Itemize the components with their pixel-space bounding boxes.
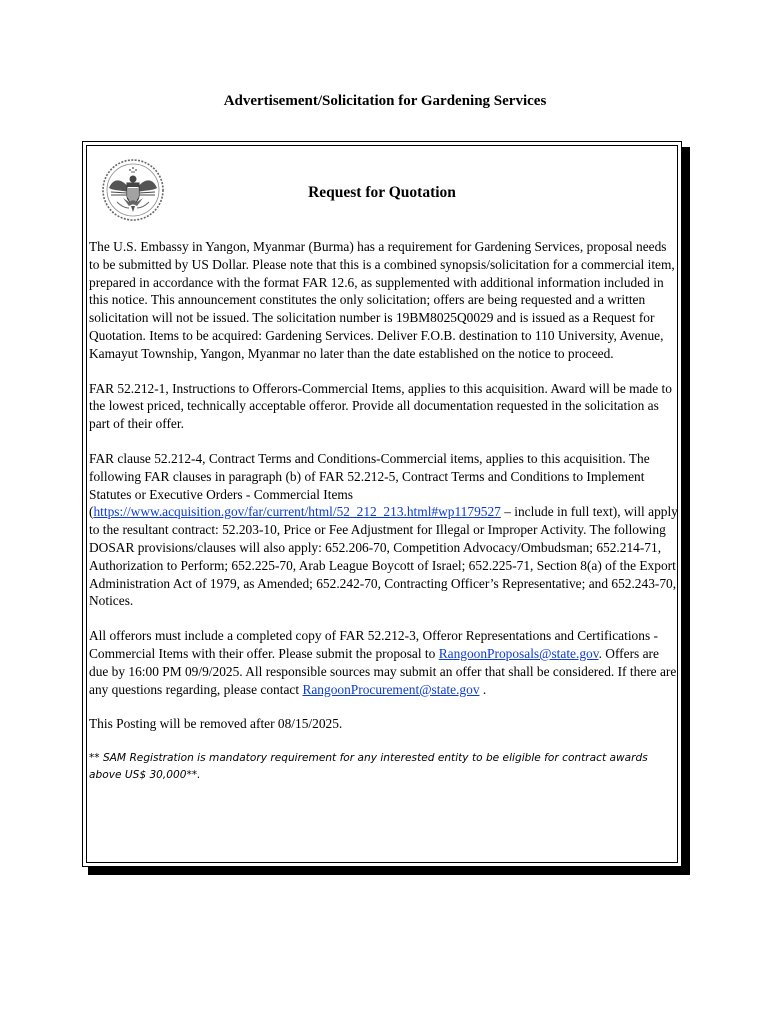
- paragraph-instructions: FAR 52.212-1, Instructions to Offerors-Commercial Items, applies to this acquisition. Award will be made to the lowest priced, technically acceptable offeror. Provide all documentation requested in the solicitation as part of their offer.: [89, 380, 672, 432]
- clauses-text-end: – include in full text), will apply to the resultant contract: 52.203-10, Price or Fee Adjustment for Illegal or Improper Activity. The following DOSAR provisions/clauses will also apply: 652.206-70, Competition Advocacy/Ombudsman; 652.214-71, Authorization to Perform; 652.225-70, Arab League Boycott of Israel; 652.225-71, Section 8(a) of the Export Administration Act of 1979, as Amended; 652.242-70, Contracting Officer’s Representative; and 652.243-70, Notices.: [89, 504, 678, 609]
- paragraph-submission: [89, 627, 679, 698]
- proposals-email-link[interactable]: RangoonProposals@state.gov: [438, 645, 599, 661]
- notice-frame: [82, 141, 682, 867]
- paragraph-requirement: The U.S. Embassy in Yangon, Myanmar (Burma) has a requirement for Gardening Services, proposal needs to be submitted by US Dollar. Please note that this is a combined synopsis/solicitation for a commercial item, prepared in accordance with the format FAR 12.6, as supplemented with additional information included in this notice. This announcement constitutes the only solicitation; offers are being requested and a written solicitation will not be issued. The solicitation number is 19BM8025Q0029 and is issued as a Request for Quotation. Items to be acquired: Gardening Services. Deliver F.O.B. destination to 110 University, Avenue, Kamayut Township, Yangon, Myanmar no later than the date established on the notice to proceed.: [89, 239, 675, 361]
- clauses-text-start: FAR clause 52.212-4, Contract Terms and Conditions-Commercial items, applies to this acquisition. The following FAR clauses in paragraph (b) of FAR 52.212-5, Contract Terms and Conditions to Implement Statutes or Executive Orders - Commercial Items (: [89, 450, 650, 520]
- submission-text-start: All offerors must include a completed copy of FAR 52.212-3, Offeror Representations and Certifications - Commercial Items with their offer. Please submit the proposal to: [89, 628, 658, 661]
- document-title: Advertisement/Solicitation for Gardening Services: [223, 93, 547, 109]
- paragraph-removal-date: This Posting will be removed after 08/15/2025.: [89, 716, 343, 732]
- notice-body: [89, 238, 679, 801]
- far-link[interactable]: https://www.acquisition.gov/far/current/html/52_212_213.html#wp1179527: [93, 504, 501, 520]
- notice-frame-inner: [86, 145, 678, 863]
- paragraph-clauses: [89, 450, 679, 610]
- sam-registration-note: ** SAM Registration is mandatory requirement for any interested entity to be eligible for contract awards above US$ 30,000**.: [89, 752, 648, 782]
- procurement-email-link[interactable]: RangoonProcurement@state.gov: [302, 681, 480, 697]
- submission-text-end: .: [479, 681, 487, 697]
- submission-text-middle: . Offers are due by 16:00 PM 09/9/2025. All responsible sources may submit an offer that shall be considered. If there are any questions regarding, please contact: [89, 645, 677, 697]
- rfq-heading: Request for Quotation: [308, 184, 456, 201]
